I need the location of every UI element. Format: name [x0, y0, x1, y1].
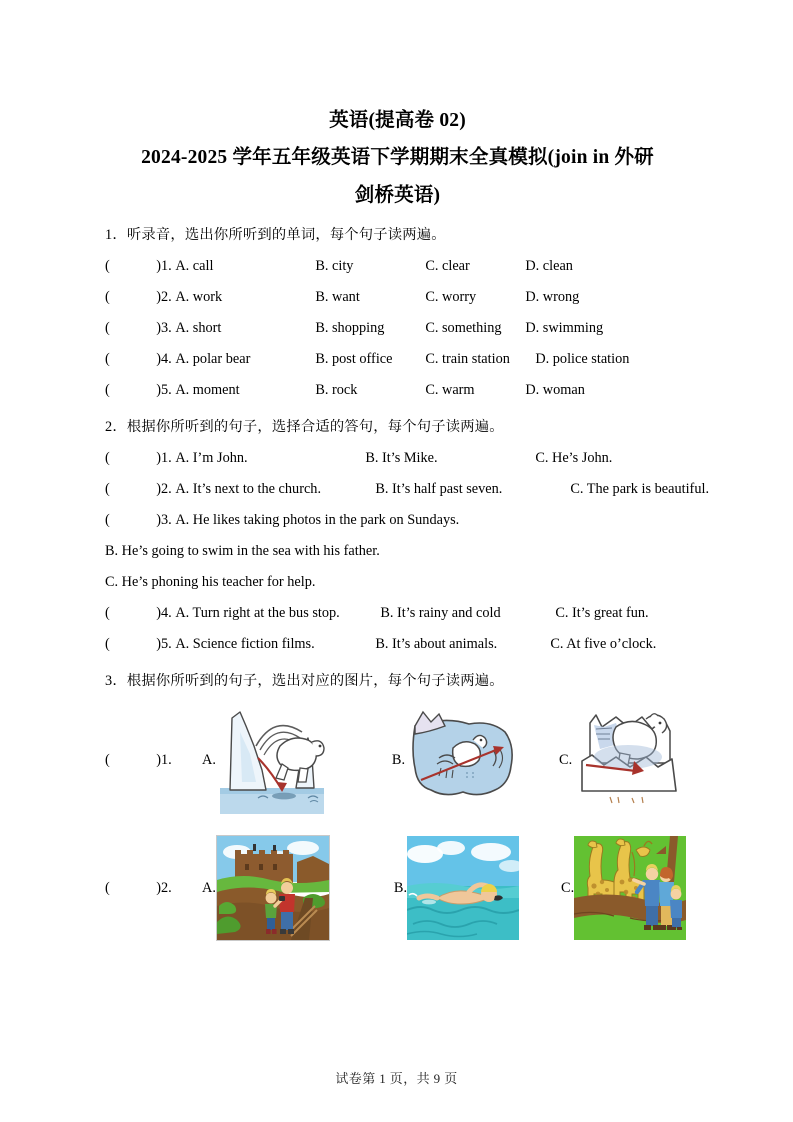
paren-open: ( [105, 879, 110, 896]
question-row [105, 282, 690, 313]
paren-close: ) [156, 258, 161, 274]
option-d[interactable]: D. woman [525, 382, 585, 398]
option-a[interactable]: A. Science fiction films. [175, 636, 315, 652]
picture-choice-a[interactable] [202, 702, 328, 818]
picture-choice-c[interactable] [559, 705, 684, 815]
section-heading-text-1: 听录音，选出你所听到的单词，每个句子读两遍。 [126, 227, 446, 243]
option-c[interactable]: C. It’s great fun. [555, 605, 649, 621]
answer-blank[interactable] [105, 344, 161, 375]
question-index: 2. [161, 879, 172, 896]
picture-choice-b[interactable] [392, 706, 517, 814]
paren-close: ) [156, 450, 161, 466]
section-heading-text-3: 根据你所听到的句子，选出对应的图片，每个句子读两遍。 [126, 673, 504, 689]
picture-choice-label: A. [202, 751, 216, 768]
option-b[interactable]: B. It’s rainy and cold [380, 605, 501, 621]
picture-choice-label: C. [559, 751, 573, 768]
answer-blank[interactable] [105, 505, 161, 536]
family-visiting-castle-on-hill-image[interactable] [216, 835, 330, 941]
option-b[interactable]: B. city [315, 258, 354, 274]
section-number-2: 2． [105, 419, 127, 435]
answer-blank[interactable] [105, 474, 161, 505]
picture-choice-label: B. [391, 751, 406, 768]
question-row [105, 251, 690, 282]
question-row [105, 474, 710, 505]
question-index: 2. [161, 289, 172, 305]
option-a[interactable]: A. It’s next to the church. [175, 481, 322, 497]
question-row [105, 344, 690, 375]
picture-question-row [105, 701, 690, 819]
answer-blank[interactable] [105, 629, 161, 660]
option-b[interactable]: B. want [315, 289, 360, 305]
picture-choice-a[interactable] [202, 835, 330, 941]
paren-open: ( [105, 481, 110, 497]
question-row [105, 629, 690, 660]
page-footer: 试卷第 1 页，共 9 页 [335, 1071, 458, 1086]
section-heading-text-2: 根据你所听到的句子，选择合适的答句，每个句子读两遍。 [126, 419, 504, 435]
paren-open: ( [105, 512, 110, 528]
question-lead [105, 880, 202, 897]
page-content [105, 104, 710, 947]
option-c[interactable]: C. train station [425, 351, 510, 367]
answer-blank[interactable] [105, 375, 161, 406]
option-a[interactable]: A. short [175, 320, 222, 336]
section-heading-1 [105, 220, 690, 251]
answer-blank[interactable] [105, 282, 161, 313]
option-a[interactable]: A. call [175, 258, 214, 274]
page-subtitle-line2: 剑桥英语) [354, 185, 441, 206]
option-a[interactable]: A. polar bear [175, 351, 251, 367]
family-looking-at-giraffes-at-zoo-image[interactable] [574, 836, 686, 940]
section-heading-2 [105, 412, 690, 443]
answer-blank[interactable] [105, 251, 161, 282]
paren-close: ) [156, 382, 161, 398]
paren-open: ( [105, 382, 110, 398]
paren-open: ( [105, 320, 110, 336]
option-b[interactable]: B. It’s Mike. [365, 450, 438, 466]
option-c[interactable]: C. worry [425, 289, 477, 305]
question-index: 5. [161, 636, 172, 652]
option-b[interactable]: B. It’s half past seven. [375, 481, 503, 497]
paren-close: ) [156, 320, 161, 336]
polar-bear-climbing-out-of-water-image[interactable] [572, 705, 684, 815]
option-d[interactable]: D. police station [535, 351, 630, 367]
paren-close: ) [156, 879, 161, 896]
picture-choice-b[interactable] [394, 836, 519, 940]
paren-close: ) [156, 289, 161, 305]
paren-close: ) [156, 512, 161, 528]
option-a[interactable]: A. He likes taking photos in the park on Sundays. [175, 512, 460, 528]
option-c[interactable]: C. warm [425, 382, 475, 398]
answer-blank[interactable] [105, 313, 161, 344]
option-c[interactable]: C. The park is beautiful. [570, 481, 710, 497]
question-index: 1. [161, 258, 172, 274]
question-index: 1. [161, 751, 172, 768]
option-d[interactable]: D. swimming [525, 320, 604, 336]
option-c[interactable]: C. clear [425, 258, 470, 274]
option-c[interactable]: C. At five o’clock. [550, 636, 657, 652]
paren-open: ( [105, 636, 110, 652]
option-d[interactable]: D. clean [525, 258, 573, 274]
picture-choice-label: C. [561, 879, 575, 896]
paren-close: ) [156, 605, 161, 621]
page-title: 英语(提高卷 02) [329, 110, 466, 131]
question-index: 4. [161, 351, 172, 367]
paren-open: ( [105, 751, 110, 768]
section-number-3: 3． [105, 673, 127, 689]
option-a[interactable]: A. moment [175, 382, 240, 398]
question-row [105, 443, 690, 474]
question-option-continuation[interactable]: C. He’s phoning his teacher for help. [105, 574, 316, 590]
paren-open: ( [105, 450, 110, 466]
page-subtitle-line1: 2024-2025 学年五年级英语下学期期末全真模拟(join in 外研 [141, 147, 654, 168]
answer-blank[interactable] [105, 752, 161, 769]
section-heading-3 [105, 666, 690, 697]
paren-close: ) [156, 481, 161, 497]
polar-bear-swimming-in-water-image[interactable] [405, 706, 517, 814]
option-c[interactable]: C. something [425, 320, 502, 336]
option-a[interactable]: A. work [175, 289, 223, 305]
option-c[interactable]: C. He’s John. [535, 450, 613, 466]
picture-question-row [105, 829, 690, 947]
question-lead [105, 752, 202, 769]
option-b[interactable]: B. It’s about animals. [375, 636, 498, 652]
paren-close: ) [156, 751, 161, 768]
option-a[interactable]: A. Turn right at the bus stop. [175, 605, 340, 621]
answer-blank[interactable] [105, 598, 161, 629]
paren-open: ( [105, 258, 110, 274]
option-a[interactable]: A. I’m John. [175, 450, 248, 466]
question-row [105, 598, 690, 629]
polar-bear-sliding-into-water-image[interactable] [216, 702, 328, 818]
question-index: 5. [161, 382, 172, 398]
option-d[interactable]: D. wrong [525, 289, 580, 305]
picture-choice-label: A. [202, 879, 216, 896]
question-row [105, 375, 690, 406]
question-row [105, 505, 690, 536]
question-index: 3. [161, 512, 172, 528]
paren-open: ( [105, 289, 110, 305]
option-b[interactable]: B. post office [315, 351, 393, 367]
option-b[interactable]: B. shopping [315, 320, 385, 336]
paren-open: ( [105, 605, 110, 621]
person-swimming-in-sea-image[interactable] [407, 836, 519, 940]
question-index: 2. [161, 481, 172, 497]
paren-open: ( [105, 351, 110, 367]
section-number-1: 1． [105, 227, 127, 243]
question-index: 1. [161, 450, 172, 466]
question-row [105, 313, 690, 344]
question-index: 3. [161, 320, 172, 336]
option-b[interactable]: B. rock [315, 382, 358, 398]
picture-choice-c[interactable] [561, 836, 686, 940]
question-index: 4. [161, 605, 172, 621]
answer-blank[interactable] [105, 880, 161, 897]
answer-blank[interactable] [105, 443, 161, 474]
picture-choice-label: B. [393, 879, 408, 896]
question-option-continuation[interactable]: B. He’s going to swim in the sea with his father. [105, 543, 380, 559]
paren-close: ) [156, 636, 161, 652]
paren-close: ) [156, 351, 161, 367]
